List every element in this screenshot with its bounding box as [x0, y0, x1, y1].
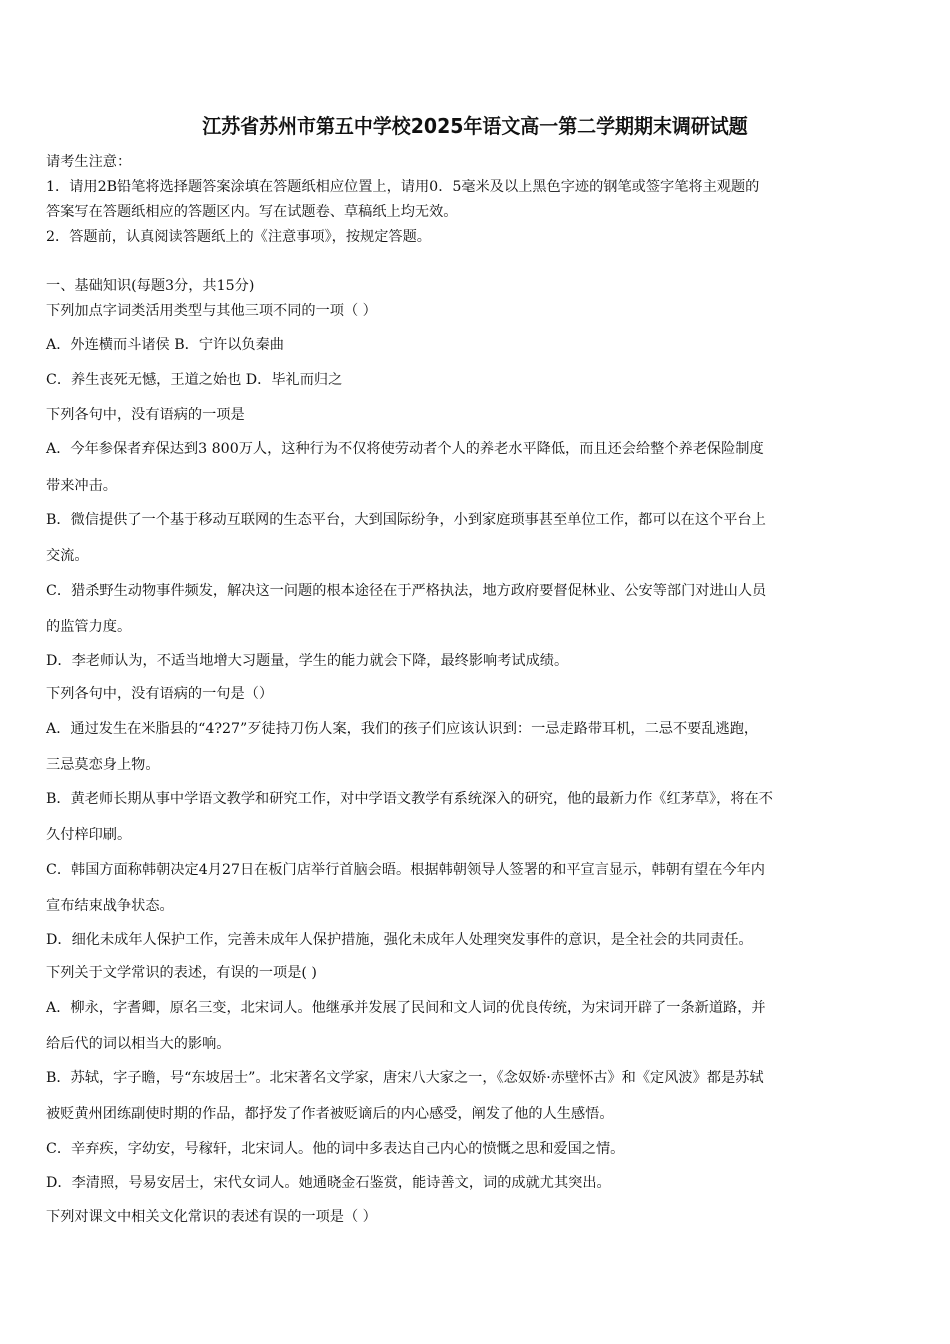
question-2-stem: 下列各句中，没有语病的一项是 — [46, 407, 245, 423]
question-2-option-b-line-1: B．微信提供了一个基于移动互联网的生态平台，大到国际纷争，小到家庭琐事甚至单位工作，都可以在这个平台上 — [46, 512, 766, 528]
question-1-stem: 下列加点字词类活用类型与其他三项不同的一项（ ） — [46, 303, 377, 319]
question-5-stem: 下列对课文中相关文化常识的表述有误的一项是（ ） — [46, 1209, 377, 1225]
question-4-option-b-line-2: 被贬黄州团练副使时期的作品，都抒发了作者被贬谪后的内心感受，阐发了他的人生感悟。 — [46, 1106, 614, 1122]
question-2-option-c-line-2: 的监管力度。 — [46, 619, 132, 635]
question-2-option-a-line-1: A．今年参保者弃保达到3 800万人，这种行为不仅将使劳动者个人的养老水平降低，而且还会给整个养老保险制度 — [46, 441, 764, 457]
question-4-option-a-line-1: A．柳永，字耆卿，原名三变，北宋词人。他继承并发展了民间和文人词的优良传统，为宋词开辟了一条新道路，并 — [46, 1000, 766, 1016]
question-3-option-c-line-2: 宣布结束战争状态。 — [46, 898, 174, 914]
question-2-option-b-line-2: 交流。 — [46, 548, 89, 564]
question-3-option-b-line-1: B．黄老师长期从事中学语文教学和研究工作，对中学语文教学有系统深入的研究，他的最新力作《红茅草》，将在不 — [46, 791, 773, 807]
question-4-option-b-line-1: B．苏轼，字子瞻，号“东坡居士”。北宋著名文学家，唐宋八大家之一，《念奴娇·赤壁怀古》和《定风波》都是苏轼 — [46, 1070, 764, 1086]
page-title: 江苏省苏州市第五中学校2025年语文高一第二学期期末调研试题 — [202, 114, 748, 138]
question-4-option-c: C．辛弃疾，字幼安，号稼轩，北宋词人。他的词中多表达自己内心的愤慨之思和爱国之情。 — [46, 1141, 625, 1157]
notice-item-1-line-1: 1．请用2B铅笔将选择题答案涂填在答题纸相应位置上，请用0．5毫米及以上黑色字迹的钢笔或签字笔将主观题的 — [46, 179, 760, 195]
section-heading: 一、基础知识(每题3分，共15分) — [46, 278, 255, 294]
question-3-option-a-line-2: 三忌莫恋身上物。 — [46, 757, 160, 773]
question-2-option-c-line-1: C．猎杀野生动物事件频发，解决这一问题的根本途径在于严格执法，地方政府要督促林业、公安等部门对进山人员 — [46, 583, 767, 599]
question-4-option-d: D．李清照，号易安居士，宋代女词人。她通晓金石鉴赏，能诗善文，词的成就尤其突出。 — [46, 1175, 611, 1191]
question-4-option-a-line-2: 给后代的词以相当大的影响。 — [46, 1036, 231, 1052]
question-3-option-a-line-1: A．通过发生在米脂县的“4?27”歹徒持刀伤人案，我们的孩子们应该认识到：一忌走路带耳机，二忌不要乱逃跑， — [46, 721, 759, 737]
question-3-option-c-line-1: C．韩国方面称韩朝决定4月27日在板门店举行首脑会晤。根据韩朝领导人签署的和平宣言显示，韩朝有望在今年内 — [46, 862, 765, 878]
notice-item-2: 2．答题前，认真阅读答题纸上的《注意事项》，按规定答题。 — [46, 229, 431, 245]
question-3-option-d: D．细化未成年人保护工作，完善未成年人保护措施，强化未成年人处理突发事件的意识，是全社会的共同责任。 — [46, 932, 753, 948]
question-3-option-b-line-2: 久付梓印刷。 — [46, 827, 132, 843]
question-1-options-row-1: A．外连横而斗诸侯 B．宁许以负秦曲 — [46, 337, 284, 353]
question-2-option-a-line-2: 带来冲击。 — [46, 478, 117, 494]
question-4-stem: 下列关于文学常识的表述，有误的一项是( ) — [46, 965, 317, 981]
question-3-stem: 下列各句中，没有语病的一句是（） — [46, 686, 274, 702]
question-1-options-row-2: C．养生丧死无憾，王道之始也 D．毕礼而归之 — [46, 372, 343, 388]
question-2-option-d: D．李老师认为，不适当地增大习题量，学生的能力就会下降，最终影响考试成绩。 — [46, 653, 569, 669]
notice-item-1-line-2: 答案写在答题纸相应的答题区内。写在试题卷、草稿纸上均无效。 — [46, 204, 458, 220]
notice-heading: 请考生注意： — [46, 154, 132, 170]
